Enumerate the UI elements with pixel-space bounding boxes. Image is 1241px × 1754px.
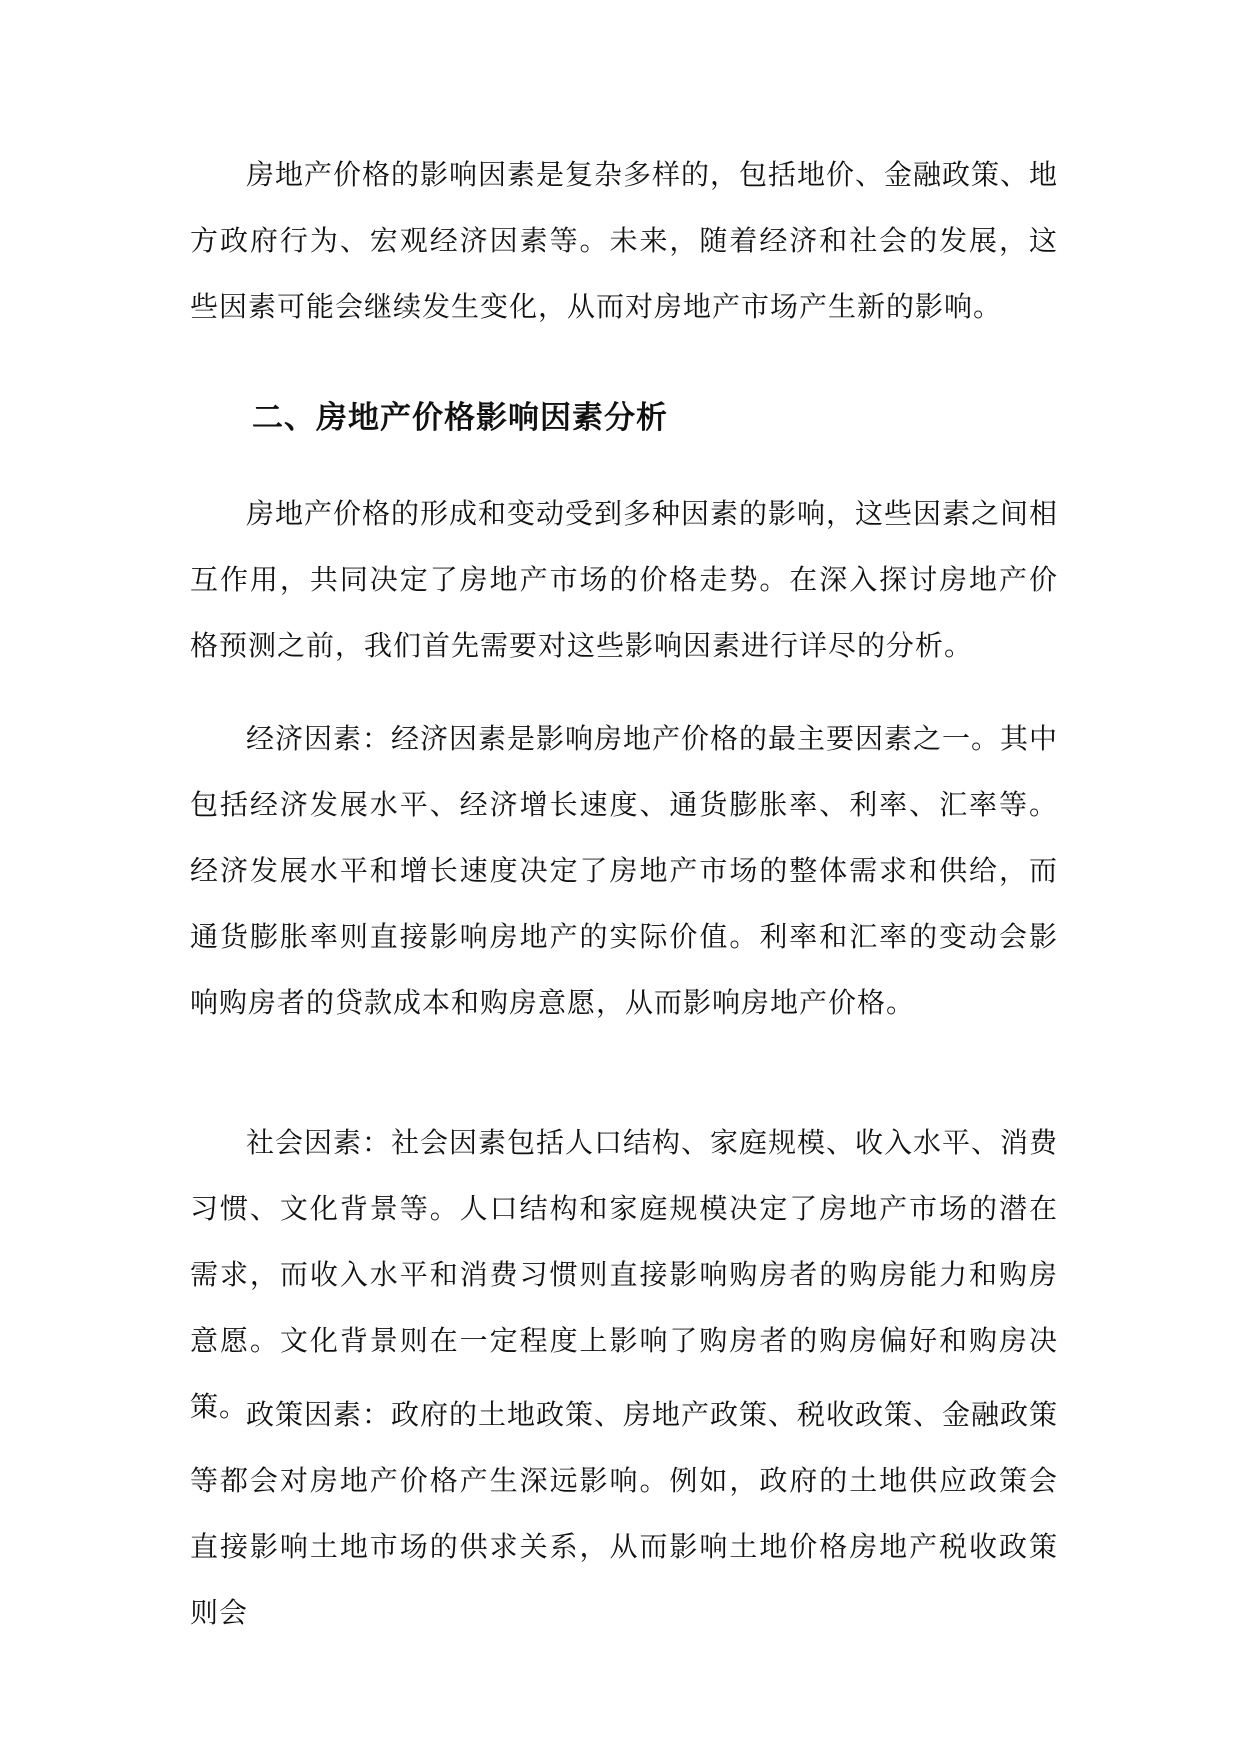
section-heading: 二、房地产价格影响因素分析 bbox=[252, 400, 668, 436]
paragraph-section-intro: 房地产价格的形成和变动受到多种因素的影响，这些因素之间相互作用，共同决定了房地产市场的价格走势。在深入探讨房地产价格预测之前，我们首先需要对这些影响因素进行详尽的分析。 bbox=[190, 497, 1059, 662]
paragraph-social-factors: 社会因素：社会因素包括人口结构、家庭规模、收入水平、消费习惯、文化背景等。人口结构和家庭规模决定了房地产市场的潜在需求，而收入水平和消费习惯则直接影响购房者的购房能力和购房意愿。文化背景则在一定程度上影响了购房者的购房偏好和购房决策。 bbox=[190, 1126, 1059, 1423]
paragraph-economic-factors: 经济因素：经济因素是影响房地产价格的最主要因素之一。其中包括经济发展水平、经济增长速度、通货膨胀率、利率、汇率等。经济发展水平和增长速度决定了房地产市场的整体需求和供给，而通货膨胀率则直接影响房地产的实际价值。利率和汇率的变动会影响购房者的贷款成本和购房意愿，从而影响房地产价格。 bbox=[190, 722, 1059, 1019]
paragraph-policy-factors: 政策因素：政府的土地政策、房地产政策、税收政策、金融政策等都会对房地产价格产生深远影响。例如，政府的土地供应政策会直接影响土地市场的供求关系，从而影响土地价格房地产税收政策则会 bbox=[190, 1398, 1059, 1629]
paragraph-intro-summary: 房地产价格的影响因素是复杂多样的，包括地价、金融政策、地方政府行为、宏观经济因素等。未来，随着经济和社会的发展，这些因素可能会继续发生变化，从而对房地产市场产生新的影响。 bbox=[190, 158, 1059, 323]
